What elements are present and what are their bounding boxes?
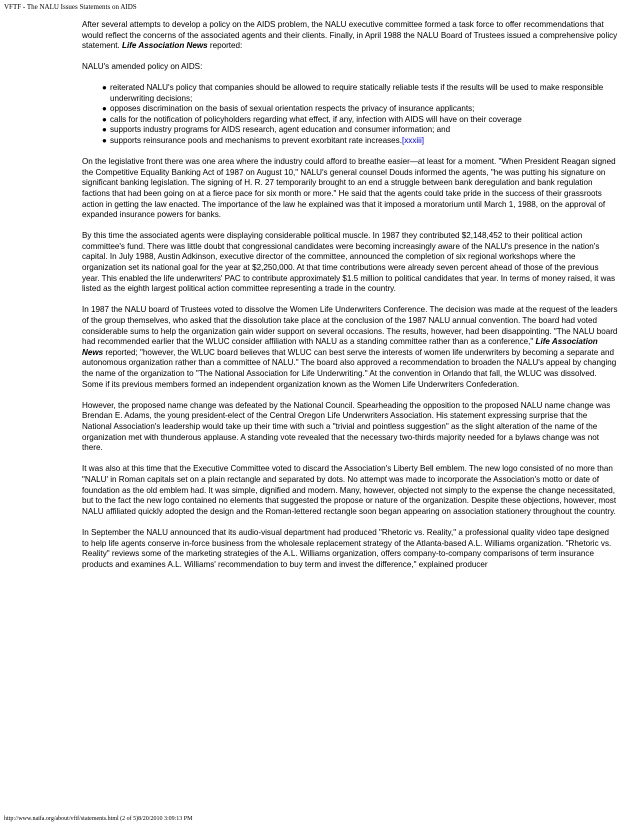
bullet-icon: ●	[102, 104, 107, 114]
article-body	[82, 20, 618, 570]
paragraph-name-change: However, the proposed name change was defeated by the National Council. Spearheading the opposition to the proposed NALU name change was Brendan E. Adams, the young president-elect of the Central Oregon Life Underwriters Association. His statement expressing surprise that the National Association's leadership would take up their time with such a "trivial and pointless suggestion" as the slight alteration of the name of the organization met with thunderous applause. A standing vote revealed that the necessary two-thirds majority needed for a bylaws change was not there.	[82, 400, 611, 453]
paragraph-text: After several attempts to develop a policy on the AIDS problem, the NALU executive committee formed a task force to offer recommendations that would reflect the concerns of the associated agents and their clients. Finally, in April 1988 the NALU Board of Trustees issued a comprehensive policy statement.	[82, 20, 618, 51]
bullet-icon: ●	[102, 82, 107, 92]
paragraph-video: In September the NALU announced that its audio-visual department had produced "Rhetoric vs. Reality," a professional quality video tape designed to help life agents conserve in-force business from the wholesale replacement strategy of the Atlanta-based A.L. Williams organization. "Rhetoric vs. Reality" reviews some of the marketing strategies of the A.L. Williams organization, offers company-to-company comparisons of term insurance products and examines A.L. Williams' recommendation to buy term and invest the difference," explained producer	[82, 527, 612, 569]
paragraph-political: By this time the associated agents were displaying considerable political muscle. In 1987 they contributed $2,148,452 to their political action committee's fund. There was little doubt that congressional candidates were becoming increasingly aware of the NALU's presence in the nation's capital. In July 1988, Austin Adkinson, executive director of the committee, announced the completion of six regional workshops where the organization set its national goal for the year at $2,250,000. At that time contributions were already seven percent ahead of those of the previous year. This enabled the life underwriters' PAC to contribute approximately $1.5 million to political candidates that year. In terms of money raised, it was listed as the eighth largest political action committee representing a trade in the country.	[82, 231, 616, 294]
paragraph-text: reported; "however, the WLUC board believes that WLUC can best serve the interests of women life underwriters by becoming a separate and autonomous organization rather than a committee of NALU." The board also approved a recommendation to broaden the NALU's appeal by changing the name of the organization to "The National Association for Life Underwriting." At the convention in Orlando that fall, the WLUC was dissolved. Some if its previous members formed an independent organization known as the Women Life Underwriters Confederation.	[82, 347, 617, 389]
bullet-icon: ●	[102, 135, 107, 145]
list-item-text: reiterated NALU's policy that companies should be allowed to require statically reliable tests if the results will be used to make responsible underwriting decisions;	[110, 82, 604, 103]
page-header: VFTF - The NALU Issues Statements on AIDS	[4, 3, 137, 11]
paragraph-logo: It was also at this time that the Executive Committee voted to discard the Association's Liberty Bell emblem. The new logo consisted of no more than "NALU' in Roman capitals set on a plain rectangle and separated by dots. No attempt was made to incorporate the Association's motto or date of foundation as the old emblem had. It was simple, dignified and modern. Many, however, objected not simply to the expense the change necessitated, but to the fact the new logo contained no elements that suggested the propose or nature of the organization. Despite these objections, however, most NALU affiliated quickly adopted the design and the Roman-lettered rectangle soon began appearing on association stationery throughout the country.	[82, 464, 617, 516]
paragraph-intro	[82, 20, 618, 52]
list-item	[102, 136, 618, 147]
paragraph-wluc	[82, 305, 618, 390]
list-item	[102, 125, 618, 136]
page-footer: http://www.naifa.org/about/vftf/statements.html (2 of 5)8/20/2010 3:09:13 PM	[4, 816, 193, 822]
list-item-text: supports industry programs for AIDS research, agent education and consumer information; and	[110, 125, 451, 135]
list-item-text: supports reinsurance pools and mechanisms to prevent exorbitant rate increases.	[110, 135, 402, 145]
publication-title: Life Association News	[82, 337, 598, 357]
bullet-icon: ●	[102, 125, 107, 135]
list-item-text: opposes discrimination on the basis of sexual orientation respects the privacy of insurance applicants;	[110, 104, 475, 114]
paragraph-text: reported:	[209, 41, 243, 51]
list-item	[102, 83, 618, 104]
publication-title: Life Association News	[122, 41, 208, 51]
list-item	[102, 115, 618, 126]
bullet-icon: ●	[102, 114, 107, 124]
paragraph-text: In 1987 the NALU board of Trustees voted to dissolve the Women Life Underwriters Conference. The decision was made at the request of the leaders of the group themselves, who asked that the dissolution take place at the conclusion of the 1987 NALU annual convention. The board had voted considerable sums to help the organization gain wider support on several occasions. The results, however, had been disappointing. "The NALU board had recommended earlier that the WLUC consider affiliation with NALU as a standing committee rather than as a conference,"	[82, 305, 618, 347]
list-item-text: calls for the notification of policyholders regarding what effect, if any, infection with AIDS will have on their coverage	[110, 114, 522, 124]
footnote-link[interactable]: [xxxiii]	[401, 135, 425, 145]
policy-list	[82, 83, 618, 147]
paragraph-legislative: On the legislative front there was one area where the industry could afford to breathe easier—at least for a moment. "When President Reagan signed the Competitive Equality Banking Act of 1987 on August 10," NALU's general counsel Douds informed the agents, "he was putting his signature on significant banking legislation. The signing of H. R. 27 temporarily brought to an end a struggle between bank deregulation and bank regulation factions that had been going on at a fierce pace for six month or more." He said that the agents could take pride in the success of their grassroots action in getting the law enacted. The importance of the law he explained was that it imposed a moratorium until March 1, 1988, on the approval of expanded insurance powers for banks.	[82, 157, 616, 220]
policy-heading: NALU's amended policy on AIDS:	[82, 62, 203, 72]
list-item	[102, 104, 618, 115]
